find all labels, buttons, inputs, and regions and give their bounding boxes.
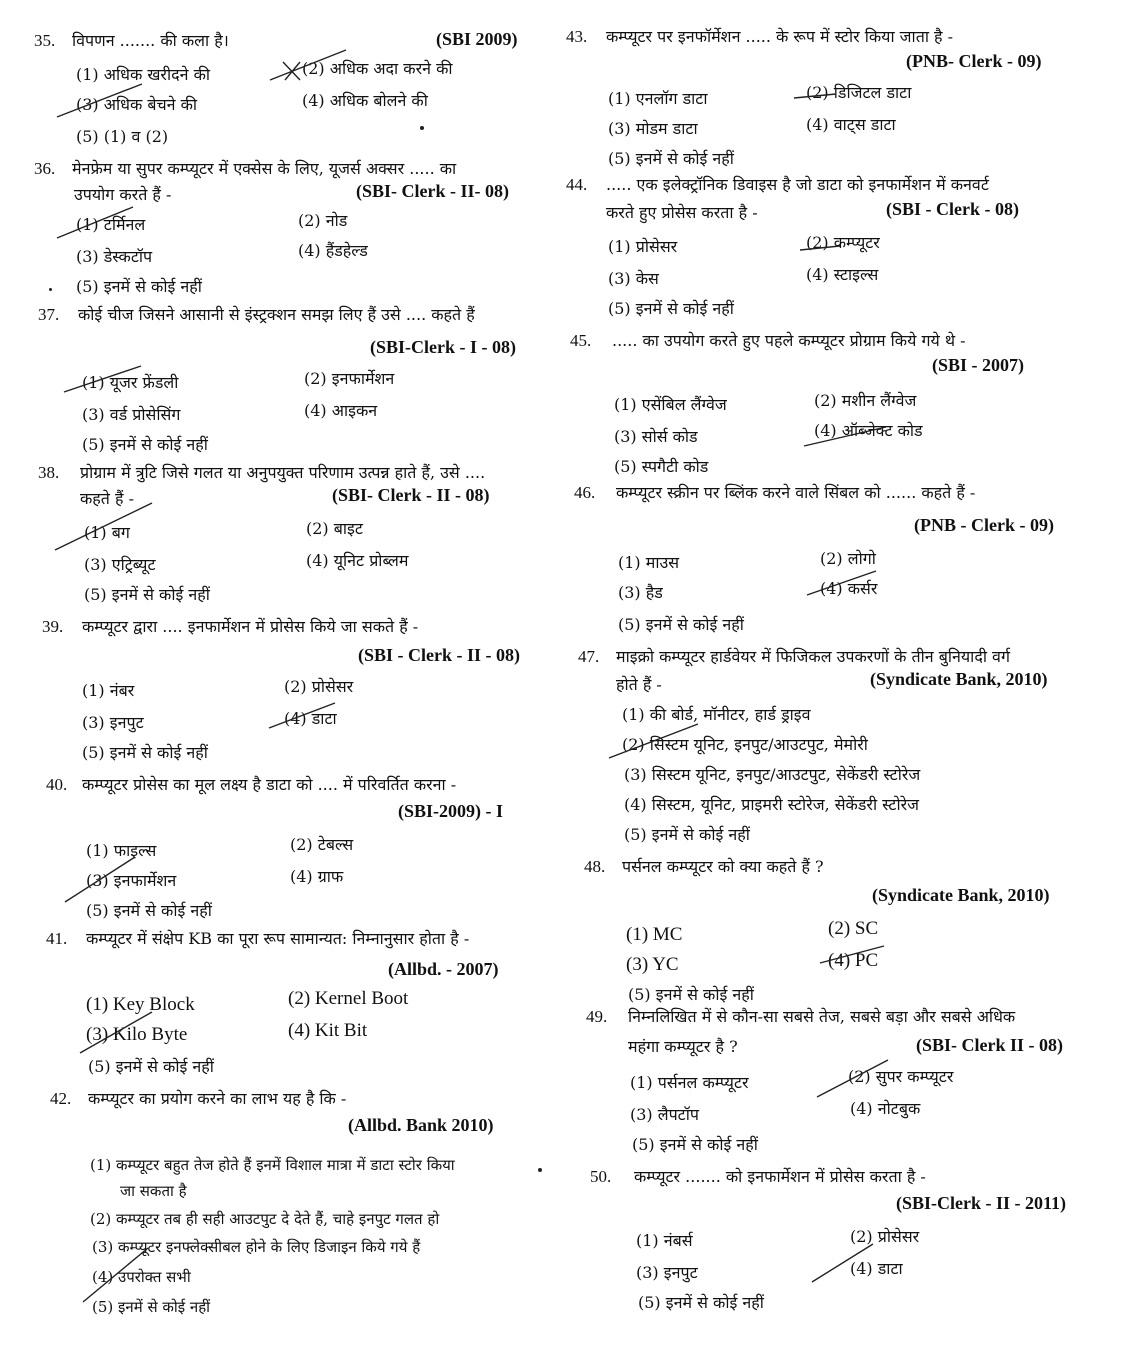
- option-3[interactable]: (3) मोडम डाटा: [608, 119, 698, 138]
- question-text-line-2: कहते हैं -: [80, 489, 134, 508]
- option-3[interactable]: (3) इनफार्मेशन: [86, 871, 177, 890]
- question-number: 45.: [570, 331, 592, 350]
- option-5[interactable]: (5) इनमें से कोई नहीं: [82, 435, 208, 454]
- option-2[interactable]: (2) बाइट: [306, 519, 363, 538]
- question-number: 39.: [42, 617, 64, 636]
- option-4[interactable]: (4) ऑब्जेक्ट कोड: [814, 421, 923, 440]
- question-text: कम्प्यूटर द्वारा .... इनफार्मेशन में प्रोसेस किये जा सकते हैं -: [82, 617, 419, 636]
- question-number: 42.: [50, 1089, 72, 1108]
- option-1[interactable]: (1) की बोर्ड, मॉनीटर, हार्ड ड्राइव: [622, 705, 811, 724]
- option-1-continued: जा सकता है: [120, 1182, 187, 1200]
- option-1[interactable]: (1) प्रोसेसर: [608, 237, 678, 256]
- option-2[interactable]: (2) लोगो: [820, 549, 876, 568]
- option-2[interactable]: (2) नोड: [298, 211, 348, 230]
- question-number: 47.: [578, 647, 600, 666]
- option-1[interactable]: (1) बग: [84, 523, 130, 542]
- exam-source: (SBI-Clerk - I - 08): [370, 337, 516, 357]
- option-5[interactable]: (5) इनमें से कोई नहीं: [624, 825, 750, 844]
- question-text: माइक्रो कम्प्यूटर हार्डवेयर में फिजिकल उपकरणों के तीन बुनियादी वर्ग: [616, 647, 1010, 666]
- option-1[interactable]: (1) अधिक खरीदने की: [76, 65, 211, 84]
- option-3[interactable]: (3) एट्रिब्यूट: [84, 555, 156, 574]
- exam-source: (SBI-Clerk - II - 2011): [896, 1193, 1066, 1213]
- question-number: 41.: [46, 929, 68, 948]
- option-5[interactable]: (5) इनमें से कोई नहीं: [608, 149, 734, 168]
- option-5[interactable]: (5) इनमें से कोई नहीं: [84, 585, 210, 604]
- option-5[interactable]: (5) इनमें से कोई नहीं: [618, 615, 744, 634]
- option-2[interactable]: (2) इनफार्मेशन: [304, 369, 395, 388]
- question-number: 44.: [566, 175, 588, 194]
- option-5[interactable]: (5) इनमें से कोई नहीं: [632, 1135, 758, 1154]
- option-1[interactable]: (1) एनलॉग डाटा: [608, 89, 708, 108]
- option-3[interactable]: (3) अधिक बेचने की: [76, 95, 198, 114]
- question-text: कम्प्यूटर स्क्रीन पर ब्लिंक करने वाले सिंबल को ...... कहते हैं -: [616, 483, 976, 502]
- option-4[interactable]: (4) आइकन: [304, 401, 378, 420]
- option-4[interactable]: (4) उपरोक्त सभी: [92, 1268, 191, 1286]
- exam-source: (SBI- Clerk II - 08): [916, 1035, 1063, 1055]
- option-3[interactable]: (3) लैपटॉप: [630, 1105, 699, 1124]
- question-text: पर्सनल कम्प्यूटर को क्या कहते हैं ?: [622, 857, 824, 876]
- option-3[interactable]: (3) सोर्स कोड: [614, 427, 698, 446]
- option-1[interactable]: (1) MC: [626, 924, 683, 945]
- option-2[interactable]: (2) कम्प्यूटर तब ही सही आउटपुट दे देते हैं, चाहे इनपुट गलत हो: [90, 1210, 440, 1228]
- option-5[interactable]: (5) इनमें से कोई नहीं: [86, 901, 212, 920]
- question-text: कम्प्यूटर का प्रयोग करने का लाभ यह है कि -: [88, 1089, 347, 1108]
- question-number: 48.: [584, 857, 606, 876]
- option-5[interactable]: (5) इनमें से कोई नहीं: [92, 1298, 211, 1316]
- question-number: 35.: [34, 31, 56, 50]
- option-2[interactable]: (2) कम्प्यूटर: [806, 233, 880, 252]
- question-number: 37.: [38, 305, 60, 324]
- exam-source: (SBI - Clerk - 08): [886, 199, 1019, 219]
- exam-source: (Allbd. - 2007): [388, 959, 499, 979]
- option-4[interactable]: (4) PC: [828, 950, 879, 971]
- option-4[interactable]: (4) स्टाइल्स: [806, 265, 879, 284]
- option-3[interactable]: (3) वर्ड प्रोसेसिंग: [82, 405, 181, 424]
- exam-source: (SBI-2009) - I: [398, 801, 504, 821]
- option-5[interactable]: (5) इनमें से कोई नहीं: [608, 299, 734, 318]
- option-2[interactable]: (2) प्रोसेसर: [284, 677, 354, 696]
- option-1[interactable]: (1) पर्सनल कम्प्यूटर: [630, 1073, 749, 1092]
- option-1[interactable]: (1) Key Block: [86, 994, 195, 1015]
- question-text: निम्नलिखित में से कौन-सा सबसे तेज, सबसे बड़ा और सबसे अधिक: [628, 1007, 1016, 1026]
- option-3[interactable]: (3) इनपुट: [636, 1263, 698, 1282]
- question-number: 49.: [586, 1007, 608, 1026]
- exam-source: (PNB- Clerk - 09): [906, 51, 1042, 71]
- exam-source: (SBI 2009): [436, 29, 518, 49]
- option-5[interactable]: (5) (1) व (2): [76, 127, 169, 146]
- exam-source: (Syndicate Bank, 2010): [872, 885, 1050, 905]
- exam-source: (Allbd. Bank 2010): [348, 1115, 494, 1135]
- option-2[interactable]: (2) सुपर कम्प्यूटर: [848, 1067, 954, 1086]
- option-4[interactable]: (4) अधिक बोलने की: [302, 91, 428, 110]
- option-1[interactable]: (1) नंबर: [82, 681, 135, 700]
- question-text: कम्प्यूटर ....... को इनफार्मेशन में प्रोसेस करता है -: [634, 1167, 926, 1186]
- question-text-line-2: महंगा कम्प्यूटर है ?: [628, 1037, 738, 1056]
- question-text: ..... का उपयोग करते हुए पहले कम्प्यूटर प्रोग्राम किये गये थे -: [612, 331, 966, 350]
- option-4[interactable]: (4) यूनिट प्रोब्लम: [306, 551, 409, 570]
- option-5[interactable]: (5) इनमें से कोई नहीं: [88, 1057, 214, 1076]
- option-2[interactable]: (2) प्रोसेसर: [850, 1227, 920, 1246]
- option-3[interactable]: (3) YC: [626, 954, 679, 975]
- option-2[interactable]: (2) Kernel Boot: [288, 988, 409, 1009]
- option-1[interactable]: (1) फाइल्स: [86, 841, 157, 860]
- scan-speck: [420, 126, 424, 130]
- exam-source: (SBI - Clerk - II - 08): [358, 645, 520, 665]
- exam-source: (PNB - Clerk - 09): [914, 515, 1054, 535]
- question-number: 36.: [34, 159, 56, 178]
- exam-source: (SBI- Clerk - II - 08): [332, 485, 490, 505]
- option-4[interactable]: (4) सिस्टम, यूनिट, प्राइमरी स्टोरेज, सेकेंडरी स्टोरेज: [624, 795, 920, 814]
- exam-source: (SBI - 2007): [932, 355, 1025, 375]
- option-4[interactable]: (4) Kit Bit: [288, 1020, 368, 1041]
- option-3[interactable]: (3) डेस्कटॉप: [76, 247, 153, 266]
- question-text: कम्प्यूटर पर इनफॉर्मेशन ..... के रूप में स्टोर किया जाता है -: [606, 27, 954, 46]
- question-text: विपणन ....... की कला है।: [72, 31, 229, 50]
- question-number: 38.: [38, 463, 60, 482]
- option-2[interactable]: (2) डिजिटल डाटा: [806, 83, 912, 102]
- question-text: कम्प्यूटर प्रोसेस का मूल लक्ष्य है डाटा को .... में परिवर्तित करना -: [82, 775, 457, 794]
- option-1[interactable]: (1) यूजर फ्रेंडली: [82, 373, 179, 392]
- option-3[interactable]: (3) Kilo Byte: [86, 1024, 188, 1045]
- question-text-line-2: होते हैं -: [616, 675, 662, 694]
- option-4[interactable]: (4) हैंडहेल्ड: [298, 241, 368, 260]
- option-4[interactable]: (4) ग्राफ: [290, 867, 344, 886]
- question-text: मेनफ्रेम या सुपर कम्प्यूटर में एक्सेस के लिए, यूजर्स अक्सर ..... का: [72, 159, 457, 178]
- question-text: ..... एक इलेक्ट्रॉनिक डिवाइस है जो डाटा को इनफार्मेशन में कनवर्ट: [606, 175, 989, 194]
- option-3[interactable]: (3) केस: [608, 269, 659, 288]
- option-2[interactable]: (2) SC: [828, 918, 879, 939]
- option-1[interactable]: (1) टर्मिनल: [76, 215, 146, 234]
- exam-source: (Syndicate Bank, 2010): [870, 669, 1048, 689]
- option-4[interactable]: (4) डाटा: [284, 709, 337, 728]
- question-number: 46.: [574, 483, 596, 502]
- option-4[interactable]: (4) कर्सर: [820, 579, 878, 598]
- option-1[interactable]: (1) माउस: [618, 553, 680, 572]
- option-1[interactable]: (1) कम्प्यूटर बहुत तेज होते हैं इनमें विशाल मात्रा में डाटा स्टोर किया: [90, 1156, 455, 1174]
- option-5[interactable]: (5) इनमें से कोई नहीं: [638, 1293, 764, 1312]
- exam-source: (SBI- Clerk - II- 08): [356, 181, 509, 201]
- question-text: कोई चीज जिसने आसानी से इंस्ट्रक्शन समझ लिए हैं उसे .... कहते हैं: [78, 305, 475, 324]
- option-2[interactable]: (2) टेबल्स: [290, 835, 354, 854]
- question-text-line-2: उपयोग करते हैं -: [74, 185, 172, 204]
- option-3[interactable]: (3) इनपुट: [82, 713, 144, 732]
- option-1[interactable]: (1) नंबर्स: [636, 1231, 693, 1250]
- question-text-line-2: करते हुए प्रोसेस करता है -: [606, 203, 758, 222]
- option-1[interactable]: (1) एसेंबिल लैंग्वेज: [614, 395, 727, 414]
- option-4[interactable]: (4) वाट्स डाटा: [806, 115, 896, 134]
- option-2[interactable]: (2) अधिक अदा करने की: [302, 59, 453, 78]
- question-number: 50.: [590, 1167, 612, 1186]
- option-5[interactable]: (5) इनमें से कोई नहीं: [628, 985, 754, 1004]
- scan-speck: [49, 288, 52, 291]
- option-2[interactable]: (2) मशीन लैंग्वेज: [814, 391, 917, 410]
- option-4[interactable]: (4) नोटबुक: [850, 1099, 921, 1118]
- option-3[interactable]: (3) सिस्टम यूनिट, इनपुट/आउटपुट, सेकेंडरी स्टोरेज: [624, 765, 921, 784]
- option-3[interactable]: (3) कम्प्यूटर इनफ्लेक्सीबल होने के लिए डिजाइन किये गये हैं: [92, 1238, 421, 1256]
- option-3[interactable]: (3) हैड: [618, 583, 663, 602]
- pen-mark-q35-opt2-x: [283, 62, 300, 80]
- option-5[interactable]: (5) स्पगैटी कोड: [614, 457, 709, 476]
- question-text: प्रोग्राम में त्रुटि जिसे गलत या अनुपयुक्त परिणाम उत्पन्न हाते हैं, उसे ....: [80, 463, 486, 482]
- option-2[interactable]: (2) सिस्टम यूनिट, इनपुट/आउटपुट, मेमोरी: [622, 735, 868, 754]
- question-text: कम्प्यूटर में संक्षेप KB का पूरा रूप सामान्यत: निम्नानुसार होता है -: [86, 929, 470, 948]
- question-number: 43.: [566, 27, 588, 46]
- option-4[interactable]: (4) डाटा: [850, 1259, 903, 1278]
- option-5[interactable]: (5) इनमें से कोई नहीं: [82, 743, 208, 762]
- scan-speck: [538, 1168, 542, 1172]
- question-number: 40.: [46, 775, 68, 794]
- option-5[interactable]: (5) इनमें से कोई नहीं: [76, 277, 202, 296]
